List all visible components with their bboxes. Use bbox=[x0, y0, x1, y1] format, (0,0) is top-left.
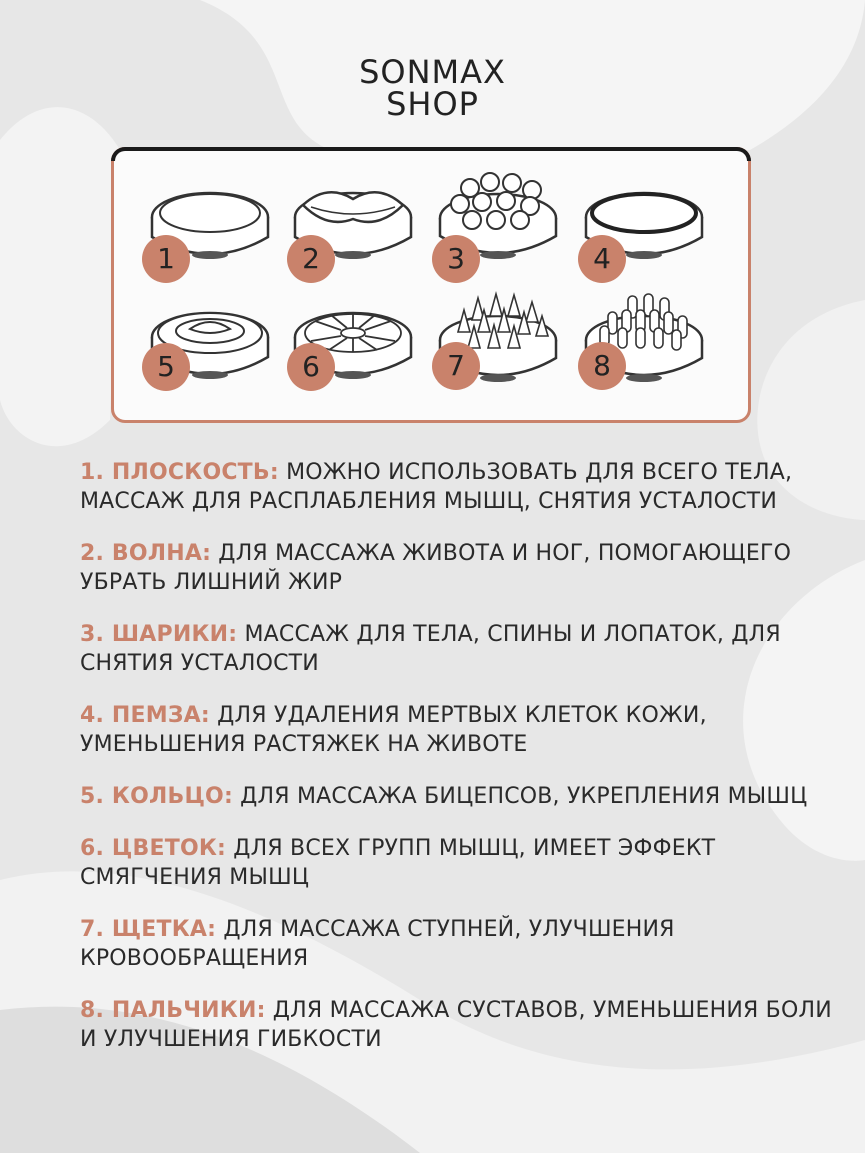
nozzle-6 bbox=[287, 295, 417, 405]
description-text: ДЛЯ МАССАЖА СУСТАВОВ, УМЕНЬШЕНИЯ БОЛИ И УЛУЧШЕНИЯ ГИБКОСТИ bbox=[80, 998, 832, 1052]
brand-line-2: SHOP bbox=[386, 85, 479, 123]
nozzle-descriptions bbox=[80, 458, 840, 1077]
nozzles-panel-top-edge bbox=[111, 147, 751, 161]
description-item-6 bbox=[80, 834, 840, 892]
description-text: ДЛЯ МАССАЖА БИЦЕПСОВ, УКРЕПЛЕНИЯ МЫШЦ bbox=[232, 784, 808, 809]
nozzle-1 bbox=[140, 175, 270, 285]
description-text: МОЖНО ИСПОЛЬЗОВАТЬ ДЛЯ ВСЕГО ТЕЛА, МАССАЖ ДЛЯ РАСПЛАБЛЕНИЯ МЫШЦ, СНЯТИЯ УСТАЛОСТИ bbox=[80, 460, 793, 514]
nozzle-4 bbox=[578, 175, 708, 285]
nozzle-2 bbox=[287, 175, 417, 285]
description-item-3 bbox=[80, 620, 840, 678]
description-key: 7. ЩЕТКА: bbox=[80, 917, 217, 942]
nozzle-number: 8 bbox=[578, 342, 626, 390]
description-item-2 bbox=[80, 539, 840, 597]
description-text: МАССАЖ ДЛЯ ТЕЛА, СПИНЫ И ЛОПАТОК, ДЛЯ СНЯТИЯ УСТАЛОСТИ bbox=[80, 622, 781, 676]
nozzle-number: 7 bbox=[432, 342, 480, 390]
nozzle-3 bbox=[432, 170, 562, 280]
nozzle-number: 4 bbox=[578, 235, 626, 283]
description-item-7 bbox=[80, 915, 840, 973]
description-key: 4. ПЕМЗА: bbox=[80, 703, 210, 728]
nozzle-7 bbox=[432, 290, 562, 400]
description-item-8 bbox=[80, 996, 840, 1054]
description-item-1 bbox=[80, 458, 840, 516]
description-item-5 bbox=[80, 782, 840, 811]
description-key: 5. КОЛЬЦО: bbox=[80, 784, 233, 809]
description-key: 2. ВОЛНА: bbox=[80, 541, 212, 566]
description-text: ДЛЯ МАССАЖА СТУПНЕЙ, УЛУЧШЕНИЯ КРОВООБРАЩЕНИЯ bbox=[80, 917, 675, 971]
nozzle-number: 6 bbox=[287, 343, 335, 391]
description-key: 1. ПЛОСКОСТЬ: bbox=[80, 460, 279, 485]
brand-line-1: SONMAX bbox=[359, 53, 506, 91]
description-key: 8. ПАЛЬЧИКИ: bbox=[80, 998, 266, 1023]
nozzle-number: 5 bbox=[142, 343, 190, 391]
description-text: ДЛЯ ВСЕХ ГРУПП МЫШЦ, ИМЕЕТ ЭФФЕКТ СМЯГЧЕНИЯ МЫШЦ bbox=[80, 836, 716, 890]
description-text: ДЛЯ МАССАЖА ЖИВОТА И НОГ, ПОМОГАЮЩЕГО УБРАТЬ ЛИШНИЙ ЖИР bbox=[80, 541, 792, 595]
nozzle-8 bbox=[578, 290, 708, 400]
description-key: 6. ЦВЕТОК: bbox=[80, 836, 227, 861]
nozzle-number: 3 bbox=[432, 235, 480, 283]
description-key: 3. ШАРИКИ: bbox=[80, 622, 238, 647]
nozzle-number: 1 bbox=[142, 235, 190, 283]
nozzle-5 bbox=[140, 295, 270, 405]
description-text: ДЛЯ УДАЛЕНИЯ МЕРТВЫХ КЛЕТОК КОЖИ, УМЕНЬШЕНИЯ РАСТЯЖЕК НА ЖИВОТЕ bbox=[80, 703, 707, 757]
nozzle-number: 2 bbox=[287, 235, 335, 283]
description-item-4 bbox=[80, 701, 840, 759]
